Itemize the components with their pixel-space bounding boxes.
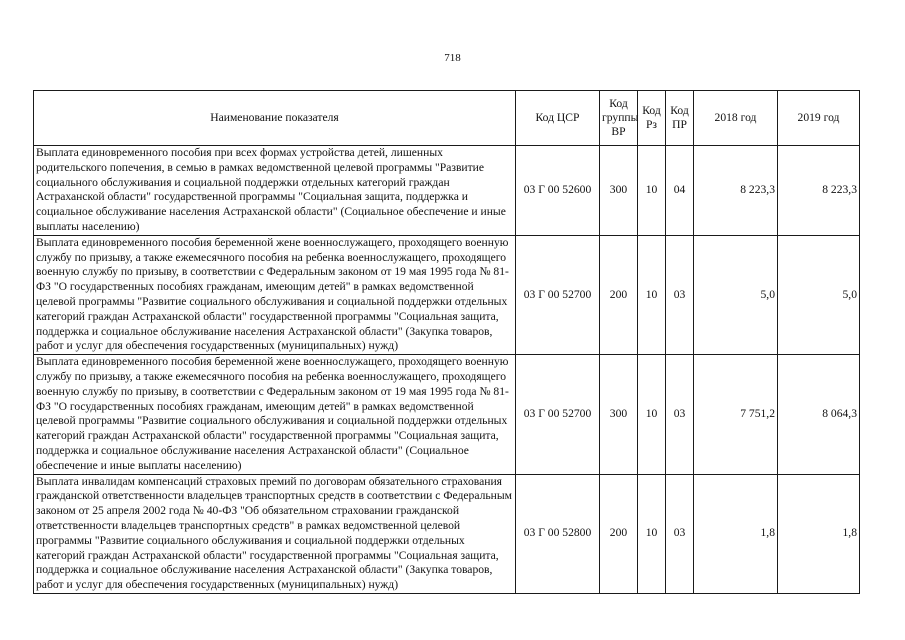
row-csr: 03 Г 00 52600 — [516, 146, 600, 236]
page-number: 718 — [444, 52, 461, 64]
row-vr: 200 — [600, 474, 638, 593]
row-2018: 8 223,3 — [694, 146, 778, 236]
row-name: Выплата инвалидам компенсаций страховых премий по договорам обязательного страхования гражданской ответственности владельцев транспортных средств в соответствии с Федеральным законом от 25 апреля 2002 года № 40-ФЗ "Об обязательном страховании гражданской ответственности владельцев транспортных средств" в рамках ведомственной целевой программы "Развитие социального обслуживания и социальной поддержки отдельных категорий граждан Астраханской области" государственной программы "Социальная защита, поддержка и социальное обслуживание населения Астраханской области" (Закупка товаров, работ и услуг для обеспечения государственных (муниципальных) нужд) — [34, 474, 516, 593]
row-2019: 8 064,3 — [778, 355, 860, 474]
budget-table — [33, 90, 860, 594]
row-pr: 04 — [666, 146, 694, 236]
header-rz: Код Рз — [638, 91, 666, 146]
row-2018: 5,0 — [694, 235, 778, 354]
row-rz: 10 — [638, 146, 666, 236]
row-rz: 10 — [638, 235, 666, 354]
row-vr: 300 — [600, 355, 638, 474]
row-csr: 03 Г 00 52700 — [516, 235, 600, 354]
row-2019: 8 223,3 — [778, 146, 860, 236]
table-row — [34, 146, 860, 236]
row-vr: 200 — [600, 235, 638, 354]
row-pr: 03 — [666, 474, 694, 593]
header-2018: 2018 год — [694, 91, 778, 146]
row-pr: 03 — [666, 355, 694, 474]
row-vr: 300 — [600, 146, 638, 236]
header-csr: Код ЦСР — [516, 91, 600, 146]
row-2019: 1,8 — [778, 474, 860, 593]
table-row — [34, 235, 860, 354]
row-name: Выплата единовременного пособия при всех формах устройства детей, лишенных родительского попечения, в семью в рамках ведомственной целевой программы "Развитие социального обслуживания и социальной поддержки отдельных категорий граждан Астраханской области" государственной программы "Социальная защита, поддержка и социальное обслуживание населения Астраханской области" (Социальное обеспечение и иные выплаты населению) — [34, 146, 516, 236]
table-header-row — [34, 91, 860, 146]
row-2018: 7 751,2 — [694, 355, 778, 474]
header-name: Наименование показателя — [34, 91, 516, 146]
row-name: Выплата единовременного пособия беременной жене военнослужащего, проходящего военную службу по призыву, а также ежемесячного пособия на ребенка военнослужащего, проходящего военную службу по призыву, в соответствии с Федеральным законом от 19 мая 1995 года № 81-ФЗ "О государственных пособиях гражданам, имеющим детей" в рамках ведомственной целевой программы "Развитие социального обслуживания и социальной поддержки отдельных категорий граждан Астраханской области" государственной программы "Социальная защита, поддержка и социальное обслуживание населения Астраханской области" (Закупка товаров, работ и услуг для обеспечения государственных (муниципальных) нужд) — [34, 235, 516, 354]
row-2018: 1,8 — [694, 474, 778, 593]
row-csr: 03 Г 00 52800 — [516, 474, 600, 593]
header-vr: Код группы ВР — [600, 91, 638, 146]
row-rz: 10 — [638, 474, 666, 593]
row-csr: 03 Г 00 52700 — [516, 355, 600, 474]
row-pr: 03 — [666, 235, 694, 354]
header-2019: 2019 год — [778, 91, 860, 146]
table-row — [34, 474, 860, 593]
table-row — [34, 355, 860, 474]
row-name: Выплата единовременного пособия беременной жене военнослужащего, проходящего военную службу по призыву, а также ежемесячного пособия на ребенка военнослужащего, проходящего военную службу по призыву, в соответствии с Федеральным законом от 19 мая 1995 года № 81-ФЗ "О государственных пособиях гражданам, имеющим детей" в рамках ведомственной целевой программы "Развитие социального обслуживания и социальной поддержки отдельных категорий граждан Астраханской области" государственной программы "Социальная защита, поддержка и социальное обслуживание населения Астраханской области" (Социальное обеспечение и иные выплаты населению) — [34, 355, 516, 474]
header-pr: Код ПР — [666, 91, 694, 146]
row-rz: 10 — [638, 355, 666, 474]
row-2019: 5,0 — [778, 235, 860, 354]
